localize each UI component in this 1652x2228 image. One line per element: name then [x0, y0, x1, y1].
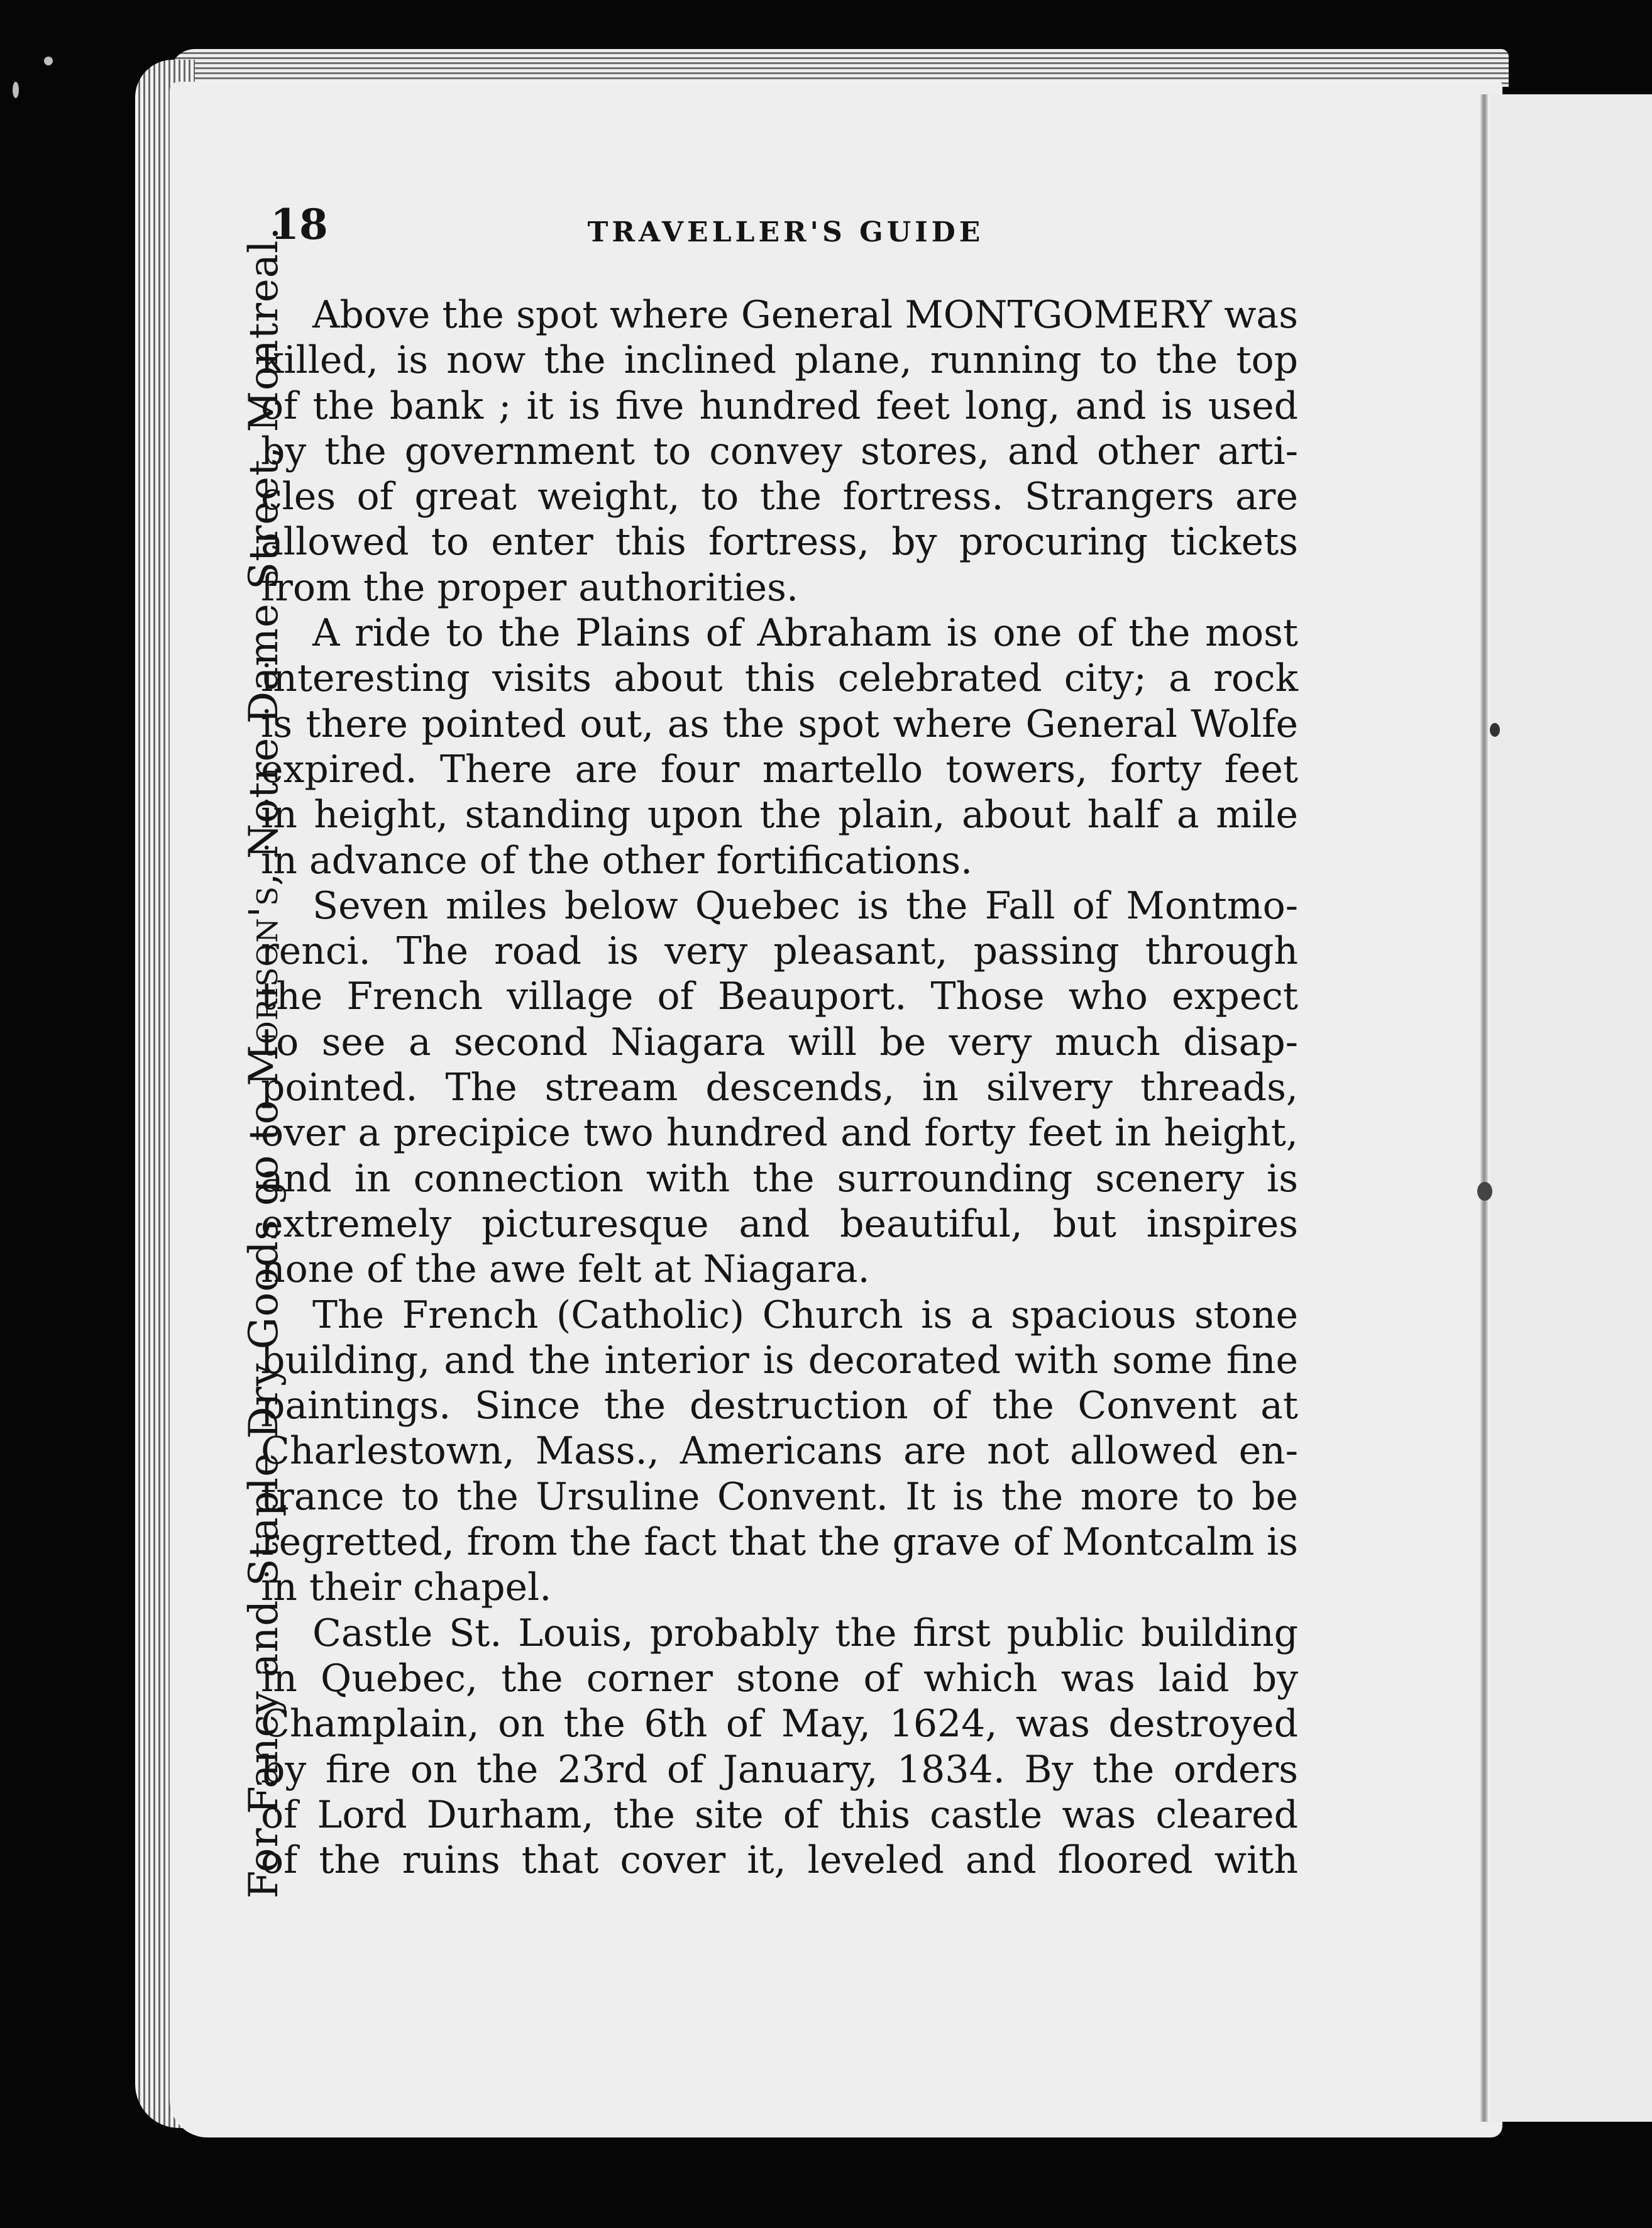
text-line: allowed to enter this fortress, by procuring tickets — [261, 520, 1298, 565]
scan-speck — [44, 57, 53, 65]
running-title: TRAVELLER'S GUIDE — [587, 216, 984, 248]
text-line: paintings. Since the destruction of the Convent at — [261, 1384, 1298, 1428]
text-line: Above the spot where General MONTGOMERY was — [312, 293, 1298, 337]
paragraph — [261, 883, 1298, 1293]
page-header — [270, 200, 1301, 256]
text-line: in their chapel. — [261, 1565, 552, 1610]
text-line: by fire on the 23rd of January, 1834. By the orders — [261, 1747, 1298, 1792]
page-stack-top-edge — [170, 49, 1509, 87]
scan-speck — [1490, 723, 1500, 737]
text-line: extremely picturesque and beautiful, but inspires — [261, 1201, 1298, 1246]
text-line: and in connection with the surrounding scenery is — [261, 1156, 1298, 1201]
paragraph — [261, 292, 1298, 610]
text-line: by the government to convey stores, and other arti- — [261, 429, 1298, 473]
paragraph — [261, 1293, 1298, 1611]
scan-speck — [1477, 1182, 1492, 1201]
advertisement-shop-name: Morison's — [241, 885, 287, 1086]
text-line: the French village of Beauport. Those who expect — [261, 974, 1298, 1019]
book-gutter — [1480, 94, 1488, 2122]
paragraph — [261, 1611, 1298, 1883]
text-line: to see a second Niagara will be very much disap- — [261, 1020, 1298, 1064]
text-line: Champlain, on the 6th of May, 1624, was destroyed — [261, 1702, 1298, 1746]
text-line: killed, is now the inclined plane, running to the top — [261, 338, 1298, 383]
advertisement-text-after: , Notre Dame Street, Montreal. — [241, 226, 287, 886]
text-line: pointed. The stream descends, in silvery threads, — [261, 1066, 1298, 1110]
text-line: interesting visits about this celebrated city; a rock — [261, 656, 1298, 701]
text-line: The French (Catholic) Church is a spacious stone — [312, 1293, 1298, 1337]
text-line: expired. There are four martello towers, forty feet — [261, 747, 1298, 791]
text-line: in advance of the other fortifications. — [261, 838, 973, 883]
text-line: trance to the Ursuline Convent. It is the more to be — [261, 1474, 1298, 1519]
text-line: cles of great weight, to the fortress. Strangers are — [261, 475, 1298, 519]
text-line: none of the awe felt at Niagara. — [261, 1247, 870, 1292]
text-line: over a precipice two hundred and forty feet in height, — [261, 1111, 1298, 1155]
text-line: of the bank ; it is five hundred feet long, and is used — [261, 383, 1298, 428]
text-line: A ride to the Plains of Abraham is one of the most — [312, 611, 1298, 656]
text-line: in Quebec, the corner stone of which was laid by — [261, 1656, 1298, 1701]
advertisement-text-before: For Fancy and Staple Dry Goods go to — [241, 1086, 287, 1899]
text-line: is there pointed out, as the spot where General Wolfe — [261, 702, 1298, 746]
text-line: renci. The road is very pleasant, passing through — [261, 929, 1298, 974]
scan-speck — [13, 82, 19, 98]
facing-page — [1491, 94, 1652, 2122]
text-line: from the proper authorities. — [261, 565, 799, 610]
body-text — [261, 292, 1298, 1883]
text-line: Charlestown, Mass., Americans are not allowed en- — [261, 1429, 1298, 1474]
text-line: regretted, from the fact that the grave of Montcalm is — [261, 1520, 1298, 1565]
text-line: building, and the interior is decorated with some fine — [261, 1338, 1298, 1382]
text-line: of Lord Durham, the site of this castle was cleared — [261, 1792, 1298, 1837]
text-line: of the ruins that cover it, leveled and floored with — [261, 1838, 1298, 1883]
text-line: Seven miles below Quebec is the Fall of Montmo- — [312, 883, 1298, 928]
text-line: Castle St. Louis, probably the first public building — [312, 1611, 1298, 1655]
text-line: in height, standing upon the plain, about half a mile — [261, 793, 1298, 837]
page-number: 18 — [270, 200, 328, 249]
paragraph — [261, 610, 1298, 883]
